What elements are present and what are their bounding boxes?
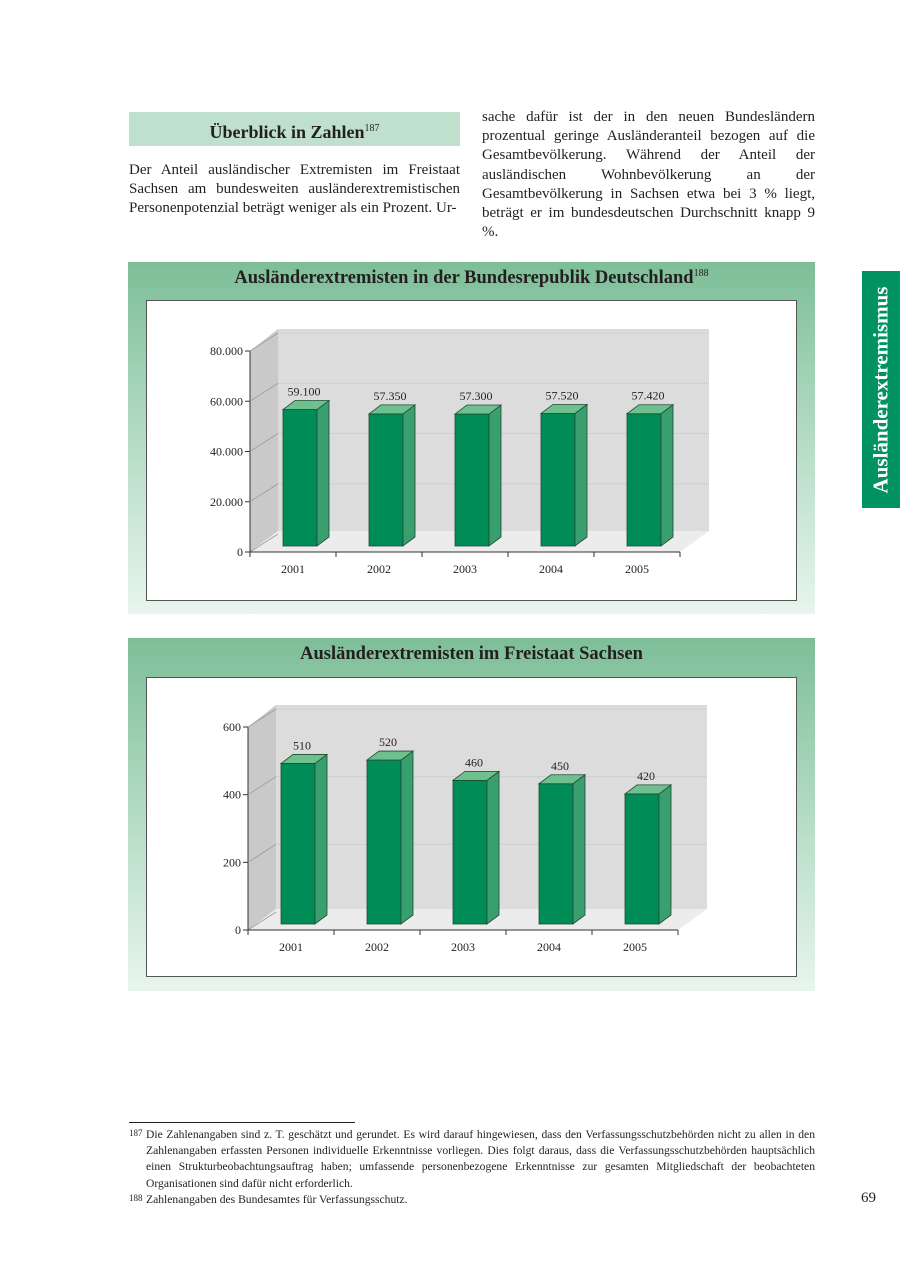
bar — [627, 414, 661, 546]
chapter-side-tab — [862, 271, 900, 508]
section-heading — [129, 112, 460, 146]
bar-value-label: 450 — [551, 758, 569, 773]
chart-side-wall — [248, 705, 276, 930]
bar — [453, 780, 487, 924]
bar-value-label: 57.300 — [459, 389, 493, 404]
x-tick-label: 2001 — [279, 940, 303, 954]
x-tick-label: 2005 — [625, 562, 649, 576]
body-text-left-column: Der Anteil ausländischer Extremisten im Freistaat Sachsen am bundesweiten ausländerextremistischen Personenpotenzial beträgt weniger als ein Prozent. Ur- — [129, 162, 460, 217]
x-tick-label: 2004 — [537, 940, 561, 954]
bar-chart-sachsen — [147, 678, 796, 976]
x-tick-label: 2002 — [367, 562, 391, 576]
chart-title-germany-text: Ausländerextremisten in der Bundesrepublik Deutschland — [234, 268, 694, 289]
chart-title-sachsen — [128, 644, 815, 665]
bar-side — [401, 751, 413, 924]
bar-side — [403, 405, 415, 546]
chart-title-germany-footnote-ref: 188 — [693, 268, 709, 279]
bar-chart-germany — [147, 301, 796, 600]
bar-side — [315, 754, 327, 924]
bar — [541, 413, 575, 546]
footnote-number: 188 — [129, 1193, 143, 1203]
chart-panel-sachsen — [128, 638, 815, 991]
bar-value-label: 57.350 — [373, 388, 407, 403]
bar-value-label: 460 — [465, 755, 483, 770]
bar-value-label: 59.100 — [287, 384, 321, 399]
footnote-divider — [129, 1122, 355, 1123]
bar-value-label: 57.420 — [631, 388, 665, 403]
y-tick-label: 0 — [237, 545, 243, 559]
chart-side-wall — [250, 329, 278, 552]
chart-panel-germany — [128, 262, 815, 614]
bar-side — [317, 401, 329, 546]
x-tick-label: 2004 — [539, 562, 563, 576]
bar-value-label: 57.520 — [545, 388, 579, 403]
footnote-number: 187 — [129, 1128, 143, 1138]
section-title: Überblick in Zahlen — [209, 122, 365, 142]
y-tick-label: 20.000 — [210, 494, 243, 509]
bar-side — [573, 775, 585, 924]
bar-value-label: 510 — [293, 738, 311, 753]
section-footnote-ref: 187 — [364, 123, 380, 134]
x-tick-label: 2001 — [281, 562, 305, 576]
bar-side — [661, 405, 673, 546]
bar — [367, 760, 401, 924]
bar — [369, 414, 403, 546]
bar — [283, 410, 317, 546]
footnote-187 — [129, 1127, 815, 1192]
page-number: 69 — [861, 1190, 876, 1206]
x-tick-label: 2003 — [453, 562, 477, 576]
bar — [455, 414, 489, 546]
bar-side — [489, 405, 501, 546]
footnote-text: Die Zahlenangaben sind z. T. geschätzt und gerundet. Es wird darauf hingewiesen, dass den Verfassungsschutzbehörden nicht zu allen in den Zahlenangaben erfassten Personen individuelle Erkenntnisse vorliegen. Dies folgt daraus, dass die Verfassungsschutzbehörden hauptsächlich einen Strukturbeobachtungsauftrag haben; umfassende personenbezogene Erkenntnisse zur gesamten Mitgliedschaft der beobachteten Organisationen sind dafür nicht erforderlich. — [146, 1128, 815, 1190]
bar-value-label: 520 — [379, 735, 397, 750]
bar — [281, 763, 315, 924]
bar — [625, 794, 659, 924]
y-tick-label: 600 — [223, 720, 241, 734]
bar-side — [575, 404, 587, 546]
bar-side — [487, 771, 499, 924]
footnote-188 — [129, 1192, 815, 1208]
bar — [539, 784, 573, 924]
y-tick-label: 0 — [235, 923, 241, 937]
chart-plot-area-sachsen — [146, 677, 797, 977]
y-tick-label: 400 — [223, 787, 241, 802]
chart-plot-area-germany — [146, 300, 797, 601]
bar-value-label: 420 — [637, 768, 655, 783]
y-tick-label: 80.000 — [210, 344, 243, 358]
x-tick-label: 2002 — [365, 940, 389, 954]
x-tick-label: 2003 — [451, 940, 475, 954]
chart-title-germany — [128, 268, 815, 289]
chapter-side-tab-label: Ausländerextremismus — [868, 286, 893, 493]
footnote-text: Zahlenangaben des Bundesamtes für Verfassungsschutz. — [146, 1193, 408, 1206]
y-tick-label: 200 — [223, 855, 241, 870]
body-text-right-column: sache dafür ist der in den neuen Bundesländern prozentual geringe Ausländeranteil bezogen auf die Gesamtbevölkerung. Während der Anteil der ausländischen Wohnbevölkerung an der Gesamtbevölkerung in Sachsen etwa bei 3 % liegt, beträgt er im bundesdeutschen Durchschnitt knapp 9 %. — [482, 109, 815, 241]
y-tick-label: 60.000 — [210, 394, 243, 409]
chart-title-sachsen-text: Ausländerextremisten im Freistaat Sachsen — [300, 644, 643, 664]
y-tick-label: 40.000 — [210, 444, 243, 459]
x-tick-label: 2005 — [623, 940, 647, 954]
bar-side — [659, 785, 671, 924]
